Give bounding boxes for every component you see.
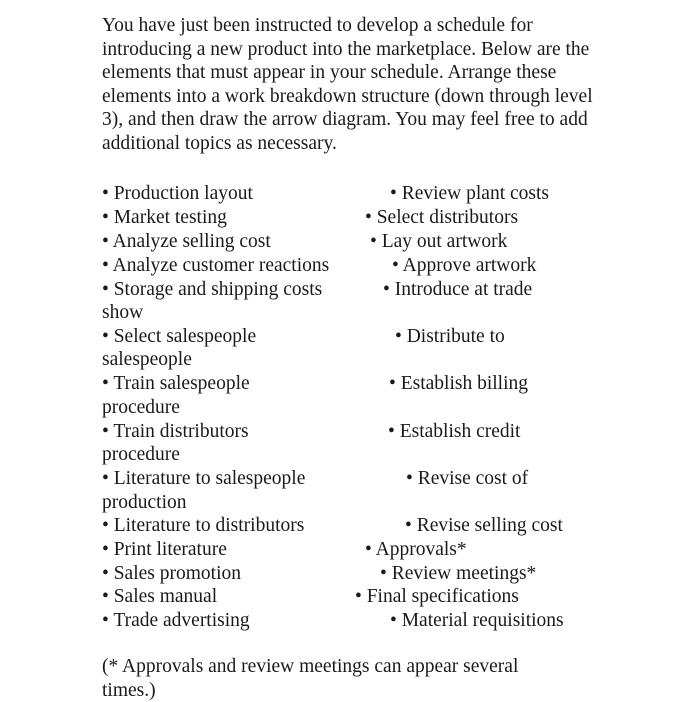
left-item: • Storage and shipping costs	[102, 279, 323, 300]
right-item: • Lay out artwork	[370, 231, 508, 252]
right-item: • Review plant costs	[390, 183, 550, 204]
left-wrap-text: salespeople	[102, 349, 192, 370]
left-item: • Literature to distributors	[102, 515, 305, 536]
left-wrap-text: procedure	[102, 397, 180, 418]
left-item: • Sales promotion	[102, 563, 241, 584]
left-wrap-text: procedure	[102, 444, 180, 465]
right-item: • Introduce at trade	[383, 279, 533, 300]
right-item: • Distribute to	[395, 326, 505, 347]
left-item: • Train distributors	[102, 421, 249, 442]
left-item: • Analyze customer reactions	[102, 255, 330, 276]
footnote: (* Approvals and review meetings can appear several times.)	[102, 656, 519, 701]
left-item: • Literature to salespeople	[102, 468, 306, 489]
left-item: • Analyze selling cost	[102, 231, 271, 252]
left-item: • Sales manual	[102, 586, 218, 607]
left-item: • Production layout	[102, 183, 253, 204]
left-item: • Trade advertising	[102, 610, 250, 631]
left-item: • Market testing	[102, 207, 227, 228]
right-item: • Establish credit	[388, 421, 521, 442]
left-item: • Print literature	[102, 539, 227, 560]
right-item: • Material requisitions	[390, 610, 564, 631]
right-item: • Select distributors	[365, 207, 519, 228]
right-item: • Establish billing	[389, 373, 528, 394]
right-item: • Revise selling cost	[405, 515, 563, 536]
left-item: • Train salespeople	[102, 373, 250, 394]
left-item: • Select salespeople	[102, 326, 257, 347]
right-item: • Review meetings*	[380, 563, 537, 584]
intro-paragraph: You have just been instructed to develop a schedule for introducing a new product into the marketplace. Below are the elements that must appear in your schedule. Arrange these elements into a work breakdown structure (down through level 3), and then draw the arrow diagram. You may feel free to add additional topics as necessary.	[102, 15, 593, 154]
right-item: • Approvals*	[365, 539, 467, 560]
left-wrap-text: production	[102, 492, 187, 513]
right-item: • Approve artwork	[392, 255, 537, 276]
left-wrap-text: show	[102, 302, 144, 323]
right-item: • Revise cost of	[406, 468, 529, 489]
right-item: • Final specifications	[355, 586, 519, 607]
